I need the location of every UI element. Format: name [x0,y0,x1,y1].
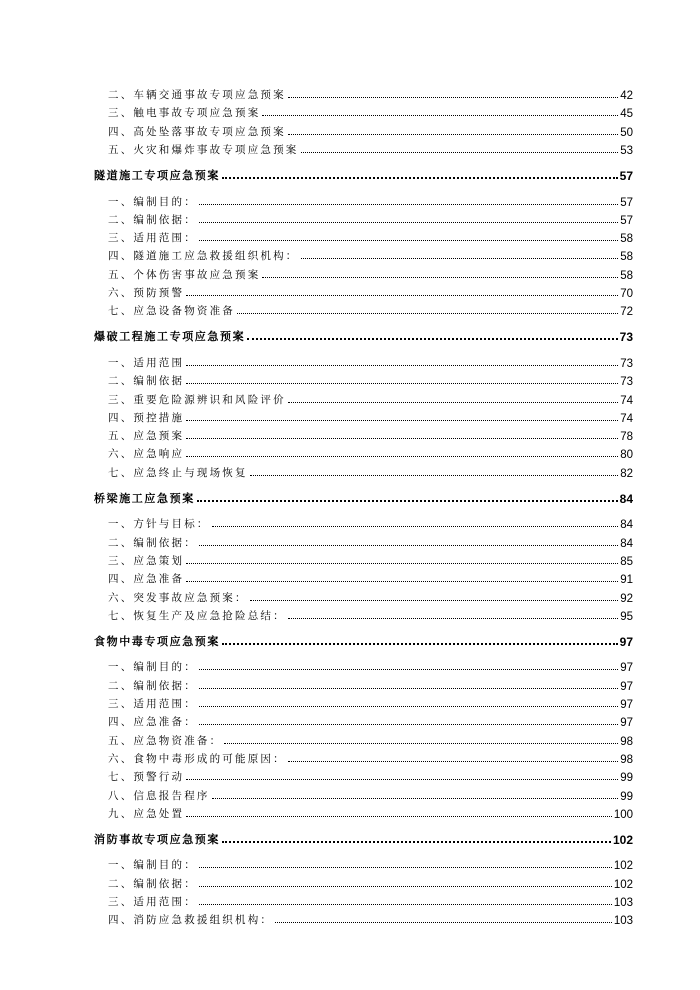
toc-entry[interactable] [0,711,700,729]
dot-leader [222,840,611,843]
toc-entry-title: 七、应急设备物资准备 [108,305,235,318]
dot-leader [199,723,618,725]
toc-entry-title: 一、适用范围 [108,356,185,369]
toc-entry-title: 二、编制依据： [108,679,197,692]
toc-entry[interactable] [0,891,700,909]
dot-leader [262,276,618,278]
toc-page-number: 95 [620,610,633,623]
toc-section-heading[interactable] [0,326,700,344]
dot-leader [199,687,618,689]
dot-leader [199,544,618,546]
toc-entry[interactable] [0,785,700,803]
toc-page-number: 58 [620,251,633,264]
toc-page-number: 73 [620,357,633,370]
toc-page-number: 97 [619,634,633,649]
toc-entry[interactable] [0,605,700,623]
toc-page-number: 82 [620,467,633,480]
dot-leader [212,797,619,799]
dot-leader [301,257,619,259]
toc-page-number: 99 [620,772,633,785]
dot-leader [186,778,618,780]
toc-entry[interactable] [0,425,700,443]
toc-entry[interactable] [0,532,700,550]
toc-section-heading[interactable] [0,829,700,847]
dot-leader [199,668,618,670]
toc-entry[interactable] [0,730,700,748]
toc-entry-title: 二、编制依据： [108,536,197,549]
toc-entry[interactable] [0,766,700,784]
toc-entry-title: 食物中毒专项应急预案 [94,634,220,648]
toc-page-number: 72 [620,306,633,319]
toc-page-number: 73 [620,376,633,389]
dot-leader [199,903,612,905]
toc-page-number: 78 [620,431,633,444]
toc-entry-title: 一、编制目的： [108,661,197,674]
toc-entry-title: 五、应急预案 [108,430,185,443]
toc-entry-title: 三、适用范围： [108,896,197,908]
dot-leader [288,96,618,98]
dot-leader [250,599,619,601]
toc-entry-title: 消防事故专项应急预案 [94,832,220,846]
toc-page-number: 80 [620,449,633,462]
dot-leader [186,455,618,457]
dot-leader [288,133,618,135]
toc-section-heading[interactable] [0,165,700,183]
toc-entry[interactable] [0,675,700,693]
toc-entry-title: 七、应急终止与现场恢复 [108,466,248,479]
toc-entry[interactable] [0,909,700,927]
toc-entry-title: 一、编制目的： [108,859,197,872]
dot-leader [250,474,619,476]
dot-leader [186,437,618,439]
dot-leader [199,239,618,241]
toc-entry[interactable] [0,748,700,766]
toc-page-number: 53 [620,144,633,157]
toc-page-number: 97 [620,717,633,730]
toc-page-number: 58 [620,233,633,246]
toc-entry-title: 二、编制依据： [108,877,197,890]
toc-page-number: 99 [620,790,633,803]
dot-leader [186,364,618,366]
dot-leader [199,705,618,707]
toc-entry[interactable] [0,191,700,209]
toc-entry[interactable] [0,84,700,102]
dot-leader [199,203,618,205]
dot-leader [186,815,612,817]
toc-entry[interactable] [0,245,700,263]
toc-entry-title: 一、编制目的： [108,195,197,208]
toc-entry[interactable] [0,300,700,318]
toc-entry-title: 三、应急策划 [108,554,185,567]
toc-entry-title: 隧道施工专项应急预案 [94,168,220,182]
toc-entry-title: 爆破工程施工专项应急预案 [94,330,246,344]
toc-entry[interactable] [0,352,700,370]
dot-leader [199,866,612,868]
toc-entry[interactable] [0,102,700,120]
toc-entry-title: 一、方针与目标： [108,518,210,531]
toc-page-number: 102 [612,832,633,847]
dot-leader [237,312,618,314]
toc-entry-title: 五、火灾和爆炸事故专项应急预案 [108,143,299,156]
toc-page-number: 98 [620,735,633,748]
dot-leader [262,114,618,116]
dot-leader [199,221,618,223]
toc-entry-title: 九、应急处置 [108,807,185,820]
toc-entry[interactable] [0,462,700,480]
toc-entry[interactable] [0,513,700,531]
toc-entry-title: 二、编制依据 [108,375,185,388]
toc-page-number: 50 [620,126,633,139]
dot-leader [186,562,618,564]
toc-page-number: 97 [620,699,633,711]
toc-entry-title: 四、预控措施 [108,411,185,424]
dot-leader [186,382,618,384]
toc-entry-title: 七、预警行动 [108,771,185,784]
toc-entry[interactable] [0,443,700,461]
toc-page-number: 84 [620,519,633,532]
toc-page-number: 70 [620,288,633,300]
toc-page-number: 92 [620,592,633,605]
dot-leader [288,617,618,619]
dot-leader [247,337,617,340]
dot-leader [275,921,612,923]
toc-page-number: 103 [613,897,633,909]
toc-entry[interactable] [0,803,700,821]
toc-entry-title: 六、突发事故应急预案： [108,591,248,604]
toc-entry-title: 六、食物中毒形成的可能原因： [108,752,286,765]
toc-entry-title: 三、适用范围： [108,232,197,245]
toc-entry[interactable] [0,568,700,586]
toc-entry[interactable] [0,282,700,300]
dot-leader [288,401,618,403]
toc-entry[interactable] [0,227,700,245]
toc-entry[interactable] [0,854,700,872]
dot-leader [222,642,618,645]
toc-entry-title: 七、恢复生产及应急抢险总结： [108,609,286,622]
toc-entry[interactable] [0,139,700,157]
toc-entry-title: 四、应急准备 [108,573,185,586]
toc-entry[interactable] [0,656,700,674]
dot-leader [224,742,618,744]
toc-page-number: 73 [619,330,633,345]
toc-section-heading[interactable] [0,488,700,506]
toc-entry[interactable] [0,693,700,711]
toc-entry-title: 五、应急物资准备： [108,734,223,747]
toc-entry-title: 六、应急响应 [108,448,185,461]
toc-entry[interactable] [0,873,700,891]
toc-page-number: 98 [620,753,633,766]
toc-page-number: 84 [619,491,633,506]
toc-page-number: 84 [620,537,633,550]
toc-entry[interactable] [0,550,700,568]
toc-entry-title: 桥梁施工应急预案 [94,491,195,505]
toc-entry-title: 二、编制依据： [108,213,197,226]
toc-entry-title: 五、个体伤害事故应急预案 [108,268,261,281]
toc-page-number: 45 [620,108,633,121]
dot-leader [212,525,619,527]
dot-leader [186,580,618,582]
dot-leader [288,760,618,762]
toc-page-number: 102 [613,878,633,891]
toc-page-number: 74 [620,394,633,407]
toc-page-number: 42 [620,90,633,102]
toc-entry-title: 三、适用范围： [108,698,197,710]
toc-entry[interactable] [0,209,700,227]
toc-page-number: 85 [620,555,633,568]
toc-entry-title: 二、车辆交通事故专项应急预案 [108,89,286,101]
toc-entry-title: 八、信息报告程序 [108,789,210,802]
toc-entry-title: 四、应急准备： [108,716,197,729]
toc-section-heading[interactable] [0,631,700,649]
toc-page-number: 97 [620,662,633,675]
dot-leader [301,151,619,153]
toc-page-number: 97 [620,680,633,693]
toc-entry[interactable] [0,407,700,425]
toc-page-number: 58 [620,269,633,282]
toc-entry-title: 四、消防应急救援组织机构： [108,914,274,927]
toc-page-number: 91 [620,574,633,587]
toc-entry[interactable] [0,370,700,388]
toc-page-number: 100 [613,808,633,821]
toc-entry-title: 三、重要危险源辨识和风险评价 [108,393,286,406]
dot-leader [222,176,618,179]
dot-leader [199,885,612,887]
toc-page-number: 74 [620,412,633,425]
toc-entry-title: 六、预防预警 [108,287,185,299]
toc-entry[interactable] [0,389,700,407]
toc-entry-title: 四、隧道施工应急救援组织机构： [108,250,299,263]
toc-entry[interactable] [0,264,700,282]
toc-page-number: 57 [620,196,633,209]
toc-page-number: 57 [620,214,633,227]
toc-entry-title: 四、高处坠落事故专项应急预案 [108,125,286,138]
dot-leader [197,499,618,502]
toc-page-number: 57 [619,168,633,183]
toc-page-number: 102 [613,860,633,873]
toc-page-number: 103 [613,915,633,928]
dot-leader [186,419,618,421]
dot-leader [186,294,618,296]
toc-entry[interactable] [0,121,700,139]
toc-entry[interactable] [0,587,700,605]
toc-entry-title: 三、触电事故专项应急预案 [108,107,261,120]
